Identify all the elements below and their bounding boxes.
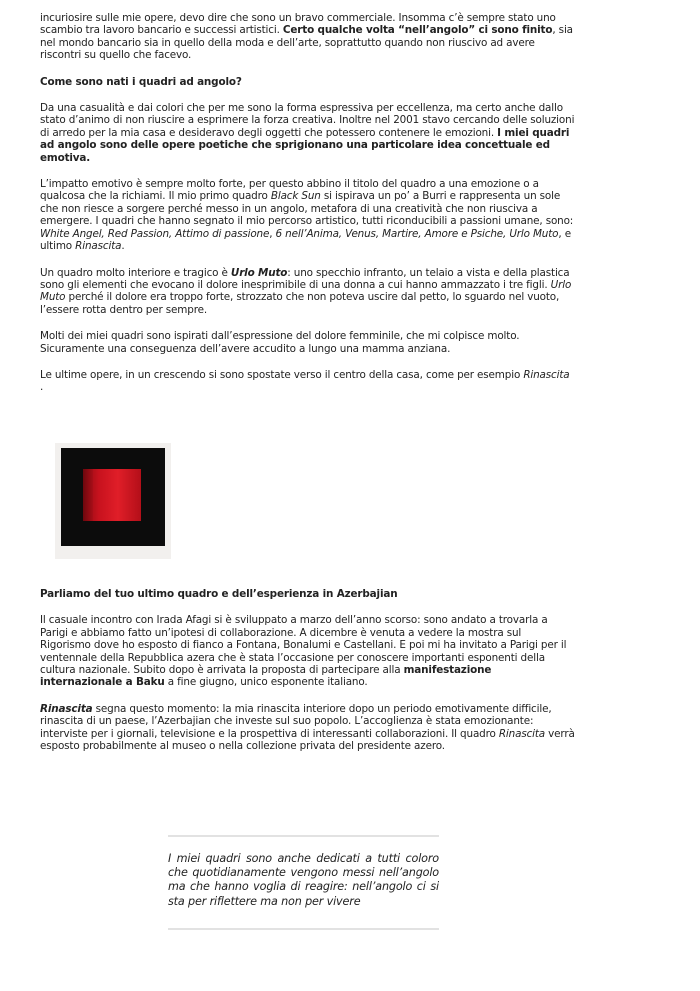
text-span: Le ultime opere, in un crescendo si sono spostate verso il centro della casa, come per esempio xyxy=(40,368,524,381)
paragraph-urlo-muto xyxy=(40,267,575,317)
text-span: Da una casualità e dai colori che per me sono la forma espressiva per eccellenza, ma certo anche dallo stato d’animo di non riuscire a esprimere la forza creativa. Inoltre nel 2001 stavo cercando delle soluzioni di arredo per la mia casa e desideravo degli oggetti che potessero contenere le emozioni. xyxy=(40,102,575,139)
paragraph-female-pain: Molti dei miei quadri sono ispirati dall’espressione del dolore femminile, che mi colpisce molto. Sicuramente una conseguenza dell’avere accudito a lungo una mamma anziana. xyxy=(40,330,520,355)
text-span: segna questo momento: la mia rinascita interiore dopo un periodo emotivamente difficile, rinascita di un paese, l’Azerbajian che investe sul suo popolo. L’accoglienza è stata emozionante: interviste per i giornali, televisione e la prospettiva di interessanti collaborazioni. Il quadro xyxy=(40,702,552,740)
italic-span: Black Sun xyxy=(270,190,321,203)
text-span: Un quadro molto interiore e tragico è xyxy=(40,266,231,279)
bold-span: I miei quadri ad angolo sono delle opere poetiche che sprigionano una particolare idea concettuale ed emotiva. xyxy=(40,126,570,164)
bold-span: manifestazione internazionale a Baku xyxy=(40,664,492,689)
text-span: perché il dolore era troppo forte, strozzato che non poteva uscire dal petto, lo sguardo nel vuoto, l’essere rotta dentro per sempre. xyxy=(40,291,560,316)
quote-bottom-rule xyxy=(168,928,439,930)
bold-italic-span: Rinascita xyxy=(40,702,93,715)
paragraph-origin xyxy=(40,102,575,164)
text-span: a fine giugno, unico esponente italiano. xyxy=(164,676,368,689)
text-span: si ispirava un po’ a Burri e rappresenta un sole che non riesce a sorgere perché messo in un angolo, metafora di una creatività che non riusciva a emergere. I quadri che hanno segnato il mio percorso artistico, tutti riconducibili a passioni umane, sono: xyxy=(40,190,574,228)
paragraph-emotional-impact xyxy=(40,178,575,252)
italic-span: Rinascita xyxy=(75,240,122,253)
pull-quote: I miei quadri sono anche dedicati a tutti coloro che quotidianamente vengono messi nell’angolo ma che hanno voglia di reagire: nell’angolo ci si sta per riflettere ma non per vivere xyxy=(168,852,439,908)
italic-span: Rinascita xyxy=(523,368,570,381)
article-body-continued xyxy=(40,588,575,766)
text-span: , xyxy=(269,227,276,240)
text-span: incuriosire sulle mie opere, devo dire che sono un bravo commerciale. Insomma c’è sempre stato uno scambio tra lavoro bancario e successi artistici. xyxy=(40,12,556,37)
heading-azerbaijan: Parliamo del tuo ultimo quadro e dell’esperienza in Azerbajian xyxy=(40,588,398,600)
heading-corner-paintings: Come sono nati i quadri ad angolo? xyxy=(40,75,242,88)
italic-span: Urlo Muto xyxy=(40,278,572,304)
italic-span: Rinascita xyxy=(498,727,546,740)
quote-top-rule xyxy=(168,835,439,837)
paragraph-rinascita xyxy=(40,703,575,753)
paragraph-intro xyxy=(40,12,575,62)
painting-rinascita-image xyxy=(55,443,171,559)
text-span: Il casuale incontro con Irada Afagi si è sviluppato a marzo dell’anno scorso: sono andato a trovarla a Parigi e abbiamo fatto un’ipotesi di collaborazione. A dicembre è venuta a vedere la mostra sul Rigorismo dove ho esposto di fianco a Fontana, Bonalumi e Castellani. E poi mi ha invitato a Parigi per il ventennale della Repubblica azera che è stata l’occasione per conoscere importanti esponenti della cultura nazionale. Subito dopo è arrivata la proposta di partecipare alla xyxy=(40,614,567,677)
paragraph-irada-afagi xyxy=(40,614,575,688)
text-span: : uno specchio infranto, un telaio a vista e della plastica sono gli elementi che evocano il dolore inesprimibile di una donna a cui hanno ammazzato i tre figli. xyxy=(40,266,570,291)
text-span: . xyxy=(121,240,125,253)
stray-dot: . xyxy=(40,381,44,394)
bold-span: Certo qualche volta “nell’angolo” ci sono finito xyxy=(282,24,553,37)
italic-span: White Angel, Red Passion, Attimo di passione xyxy=(40,227,270,240)
article-body xyxy=(40,12,575,394)
text-span: , sia nel mondo bancario sia in quello della moda e dell’arte, soprattutto quando non riuscivo ad avere riscontri su quello che facevo. xyxy=(40,24,573,62)
text-span: verrà esposto probabilmente al museo o nella collezione privata del presidente azero. xyxy=(40,727,575,753)
painting-red-fold xyxy=(83,469,93,521)
text-span: , e ultimo xyxy=(40,227,571,253)
text-span: L’impatto emotivo è sempre molto forte, per questo abbino il titolo del quadro a una emozione o a qualcosa che la richiami. Il mio primo quadro xyxy=(40,178,539,203)
italic-span: 6 nell’Anima, Venus, Martire, Amore e Psiche, Urlo Muto xyxy=(275,227,559,240)
paragraph-latest-works xyxy=(40,369,575,381)
bold-italic-span: Urlo Muto xyxy=(230,266,288,279)
